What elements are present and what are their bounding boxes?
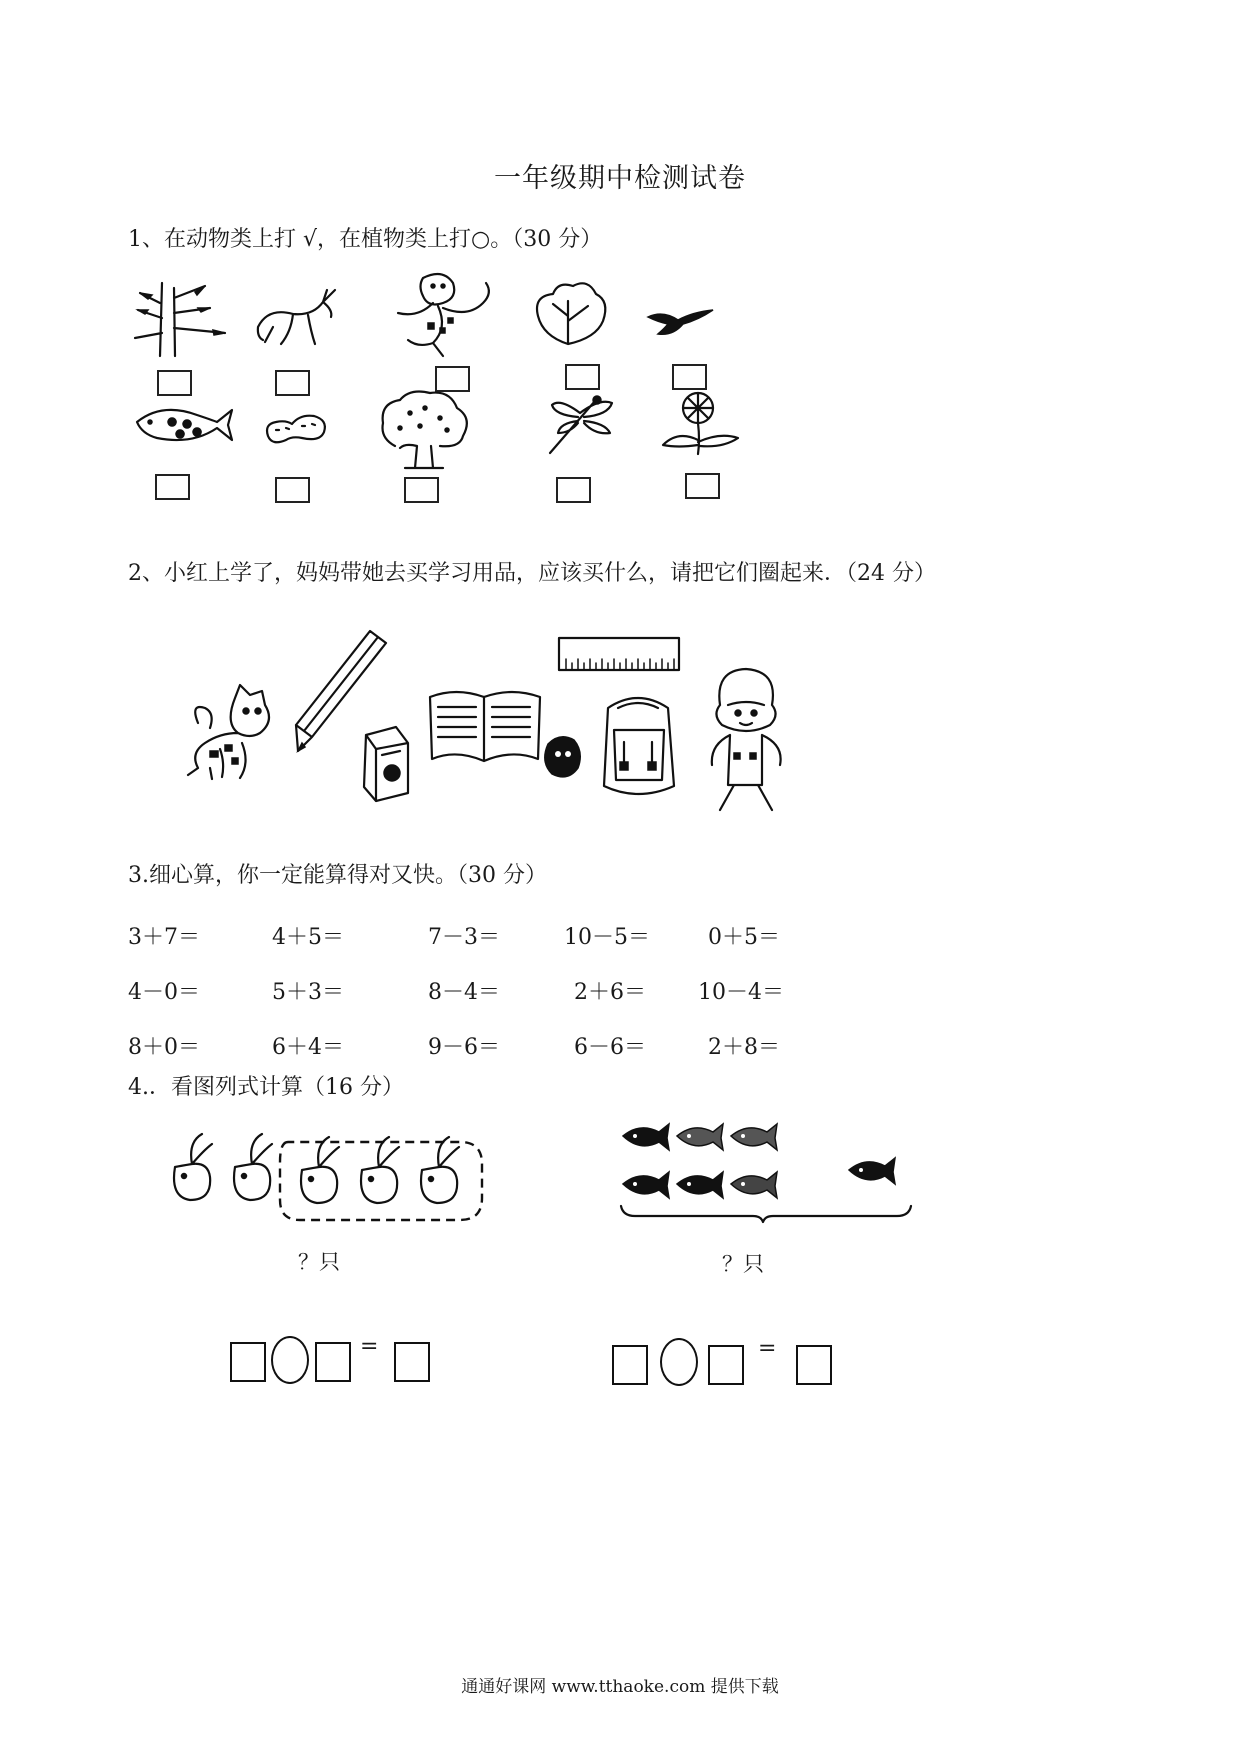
answer-box[interactable]	[612, 1345, 648, 1385]
answer-box[interactable]	[565, 364, 600, 390]
operator-circle[interactable]	[271, 1336, 309, 1384]
schoolbag-picture	[598, 688, 678, 802]
birds-picture	[160, 1122, 490, 1226]
equals-sign: =	[758, 1336, 777, 1361]
arithmetic-problem: 5＋3＝	[272, 980, 344, 1005]
question-2-text: 2、小红上学了，妈妈带她去买学习用品，应该买什么，请把它们圈起来．（24 分）	[128, 561, 936, 586]
book-picture	[426, 687, 544, 767]
arithmetic-problem: 6＋4＝	[272, 1035, 344, 1060]
arithmetic-problem: 4＋5＝	[272, 925, 344, 950]
deer-picture	[253, 282, 343, 350]
arithmetic-problem: 7－3＝	[428, 925, 500, 950]
answer-box[interactable]	[275, 370, 310, 396]
answer-box[interactable]	[708, 1345, 744, 1385]
arithmetic-problem: 9－6＝	[428, 1035, 500, 1060]
dandelion-picture	[658, 390, 743, 456]
left-quantity-label: ？只	[298, 1250, 340, 1274]
arithmetic-problem: 6－6＝	[574, 1035, 646, 1060]
eraser-picture	[540, 732, 584, 782]
answer-box[interactable]	[404, 477, 439, 503]
result-box[interactable]	[394, 1342, 430, 1382]
fish-picture	[132, 400, 234, 448]
operator-circle[interactable]	[660, 1338, 698, 1386]
cabbage-picture	[528, 276, 613, 346]
answer-box[interactable]	[685, 473, 720, 499]
answer-box[interactable]	[157, 370, 192, 396]
arithmetic-problem: 2＋8＝	[708, 1035, 780, 1060]
footer-text: 通通好课网 www.tthaoke.com 提供下载	[461, 1677, 779, 1697]
answer-box[interactable]	[672, 364, 707, 390]
arithmetic-problem: 3＋7＝	[128, 925, 200, 950]
result-box[interactable]	[796, 1345, 832, 1385]
bamboo-picture	[130, 278, 230, 358]
arithmetic-problem: 8＋0＝	[128, 1035, 200, 1060]
arithmetic-problem: 10－5＝	[564, 925, 650, 950]
arithmetic-problem: 0＋5＝	[708, 925, 780, 950]
sharpener-picture	[360, 725, 412, 803]
question-3-text: 3.细心算，你一定能算得对又快。（30 分）	[128, 863, 547, 888]
right-quantity-label: ？只	[722, 1252, 764, 1276]
question-1-text: 1、在动物类上打 √，在植物类上打○。（30 分）	[128, 227, 603, 252]
answer-box[interactable]	[556, 477, 591, 503]
answer-box[interactable]	[315, 1342, 351, 1382]
dragonfly-picture	[540, 393, 620, 459]
tree-picture	[375, 388, 475, 470]
ruler-picture	[558, 637, 680, 671]
page-title: 一年级期中检测试卷	[494, 163, 746, 194]
arithmetic-problem: 8－4＝	[428, 980, 500, 1005]
monkey-picture	[388, 268, 498, 360]
fish-group-picture	[615, 1114, 915, 1224]
cat-picture	[180, 683, 285, 781]
arithmetic-problem: 2＋6＝	[574, 980, 646, 1005]
answer-box[interactable]	[230, 1342, 266, 1382]
arithmetic-problem: 4－0＝	[128, 980, 200, 1005]
answer-box[interactable]	[155, 474, 190, 500]
question-4-text: 4.．看图列式计算（16 分）	[128, 1075, 404, 1100]
equals-sign: =	[360, 1334, 379, 1359]
arithmetic-problem: 10－4＝	[698, 980, 784, 1005]
answer-box[interactable]	[275, 477, 310, 503]
swallow-picture	[643, 302, 715, 338]
peanut-picture	[262, 410, 330, 446]
doll-picture	[700, 665, 792, 815]
